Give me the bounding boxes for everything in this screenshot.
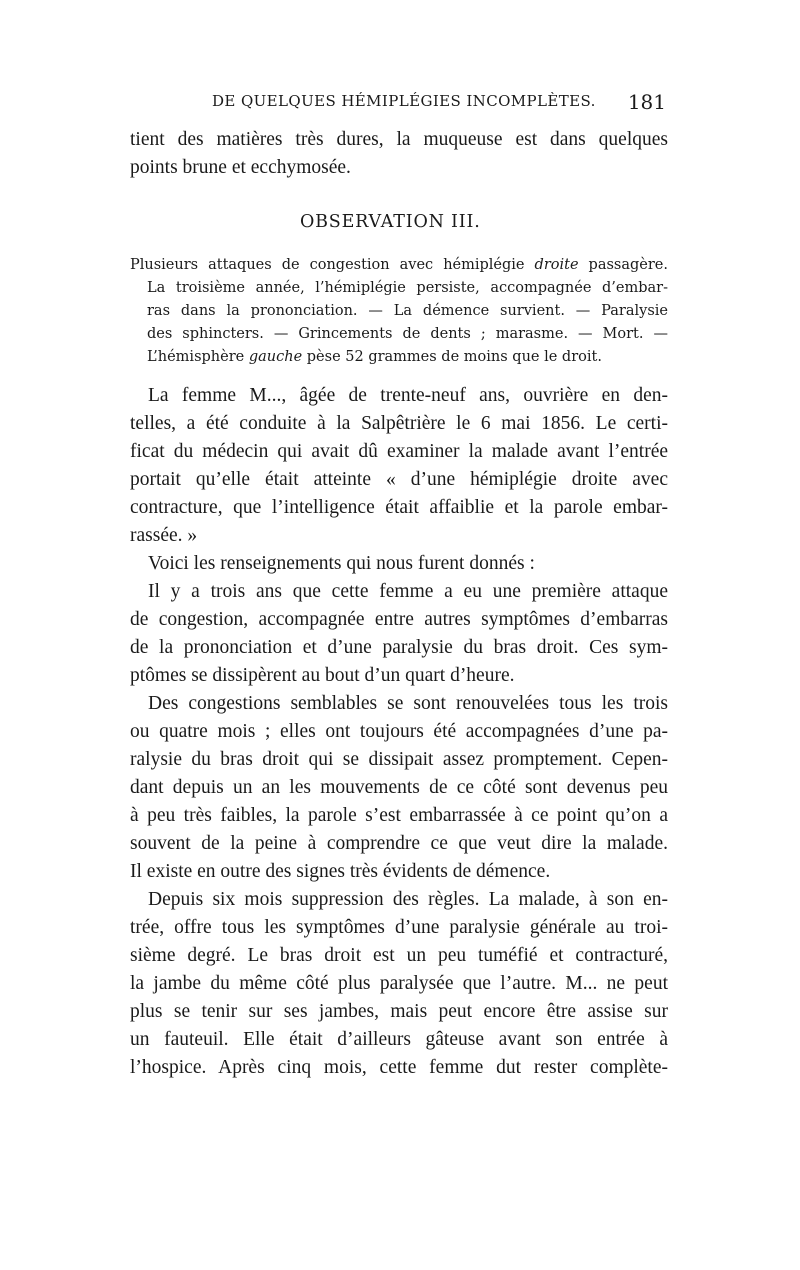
paragraph-line: ralysie du bras droit qui se dissipait assez promptement. Cepen-	[130, 749, 668, 770]
paragraph-line: Des congestions semblables se sont renouvelées tous les trois	[148, 693, 668, 714]
paragraph-line: dant depuis un an les mouvements de ce côté sont devenus peu	[130, 777, 668, 798]
paragraph-line: ou quatre mois ; elles ont toujours été accompagnées d’une pa-	[130, 721, 668, 742]
carry-over-line: tient des matières très dures, la muqueuse est dans quelques	[130, 129, 668, 150]
observation-summary-line: Plusieurs attaques de congestion avec hémiplégie droite passagère.	[130, 257, 668, 273]
paragraph-line: à peu très faibles, la parole s’est embarrassée à ce point qu’on a	[130, 805, 668, 826]
paragraph-line: La femme M..., âgée de trente-neuf ans, ouvrière en den-	[148, 385, 668, 406]
paragraph-line: Il y a trois ans que cette femme a eu une première attaque	[148, 581, 668, 602]
paragraph-line: plus se tenir sur ses jambes, mais peut encore être assise sur	[130, 1001, 668, 1022]
paragraph-line: souvent de la peine à comprendre ce que veut dire la malade.	[130, 833, 668, 854]
paragraph-line: sième degré. Le bras droit est un peu tuméfié et contracturé,	[130, 945, 668, 966]
paragraph-line: de la prononciation et d’une paralysie du bras droit. Ces sym-	[130, 637, 668, 658]
paragraph-line: un fauteuil. Elle était d’ailleurs gâteuse avant son entrée à	[130, 1029, 668, 1050]
paragraph-line: trée, offre tous les symptômes d’une paralysie générale au troi-	[130, 917, 668, 938]
paragraph-line: ficat du médecin qui avait dû examiner la malade avant l’entrée	[130, 441, 668, 462]
paragraph-line: portait qu’elle était atteinte « d’une hémiplégie droite avec	[130, 469, 668, 490]
paragraph-line: rassée. »	[130, 525, 198, 546]
running-title: DE QUELQUES HÉMIPLÉGIES INCOMPLÈTES.	[212, 92, 596, 110]
observation-heading: OBSERVATION III.	[300, 212, 481, 232]
page-header	[130, 90, 668, 120]
observation-summary-line: La troisième année, l’hémiplégie persiste, accompagnée d’embar-	[147, 280, 668, 296]
carry-over-line: points brune et ecchymosée.	[130, 157, 351, 178]
observation-summary-line: ras dans la prononciation. — La démence survient. — Paralysie	[147, 303, 668, 319]
observation-summary-line: L’hémisphère gauche pèse 52 grammes de moins que le droit.	[147, 349, 602, 365]
paragraph-line: Il existe en outre des signes très évidents de démence.	[130, 861, 551, 882]
paragraph-line: Voici les renseignements qui nous furent donnés :	[148, 553, 535, 574]
paragraph-line: de congestion, accompagnée entre autres symptômes d’embarras	[130, 609, 668, 630]
paragraph-line: l’hospice. Après cinq mois, cette femme dut rester complète-	[130, 1057, 668, 1078]
paragraph-line: la jambe du même côté plus paralysée que l’autre. M... ne peut	[130, 973, 668, 994]
paragraph-line: contracture, que l’intelligence était affaiblie et la parole embar-	[130, 497, 668, 518]
paragraph-line: telles, a été conduite à la Salpêtrière le 6 mai 1856. Le certi-	[130, 413, 668, 434]
observation-summary-line: des sphincters. — Grincements de dents ; marasme. — Mort. —	[147, 326, 668, 342]
paragraph-line: ptômes se dissipèrent au bout d’un quart d’heure.	[130, 665, 515, 686]
page-number: 181	[627, 90, 666, 114]
paragraph-line: Depuis six mois suppression des règles. La malade, à son en-	[148, 889, 668, 910]
